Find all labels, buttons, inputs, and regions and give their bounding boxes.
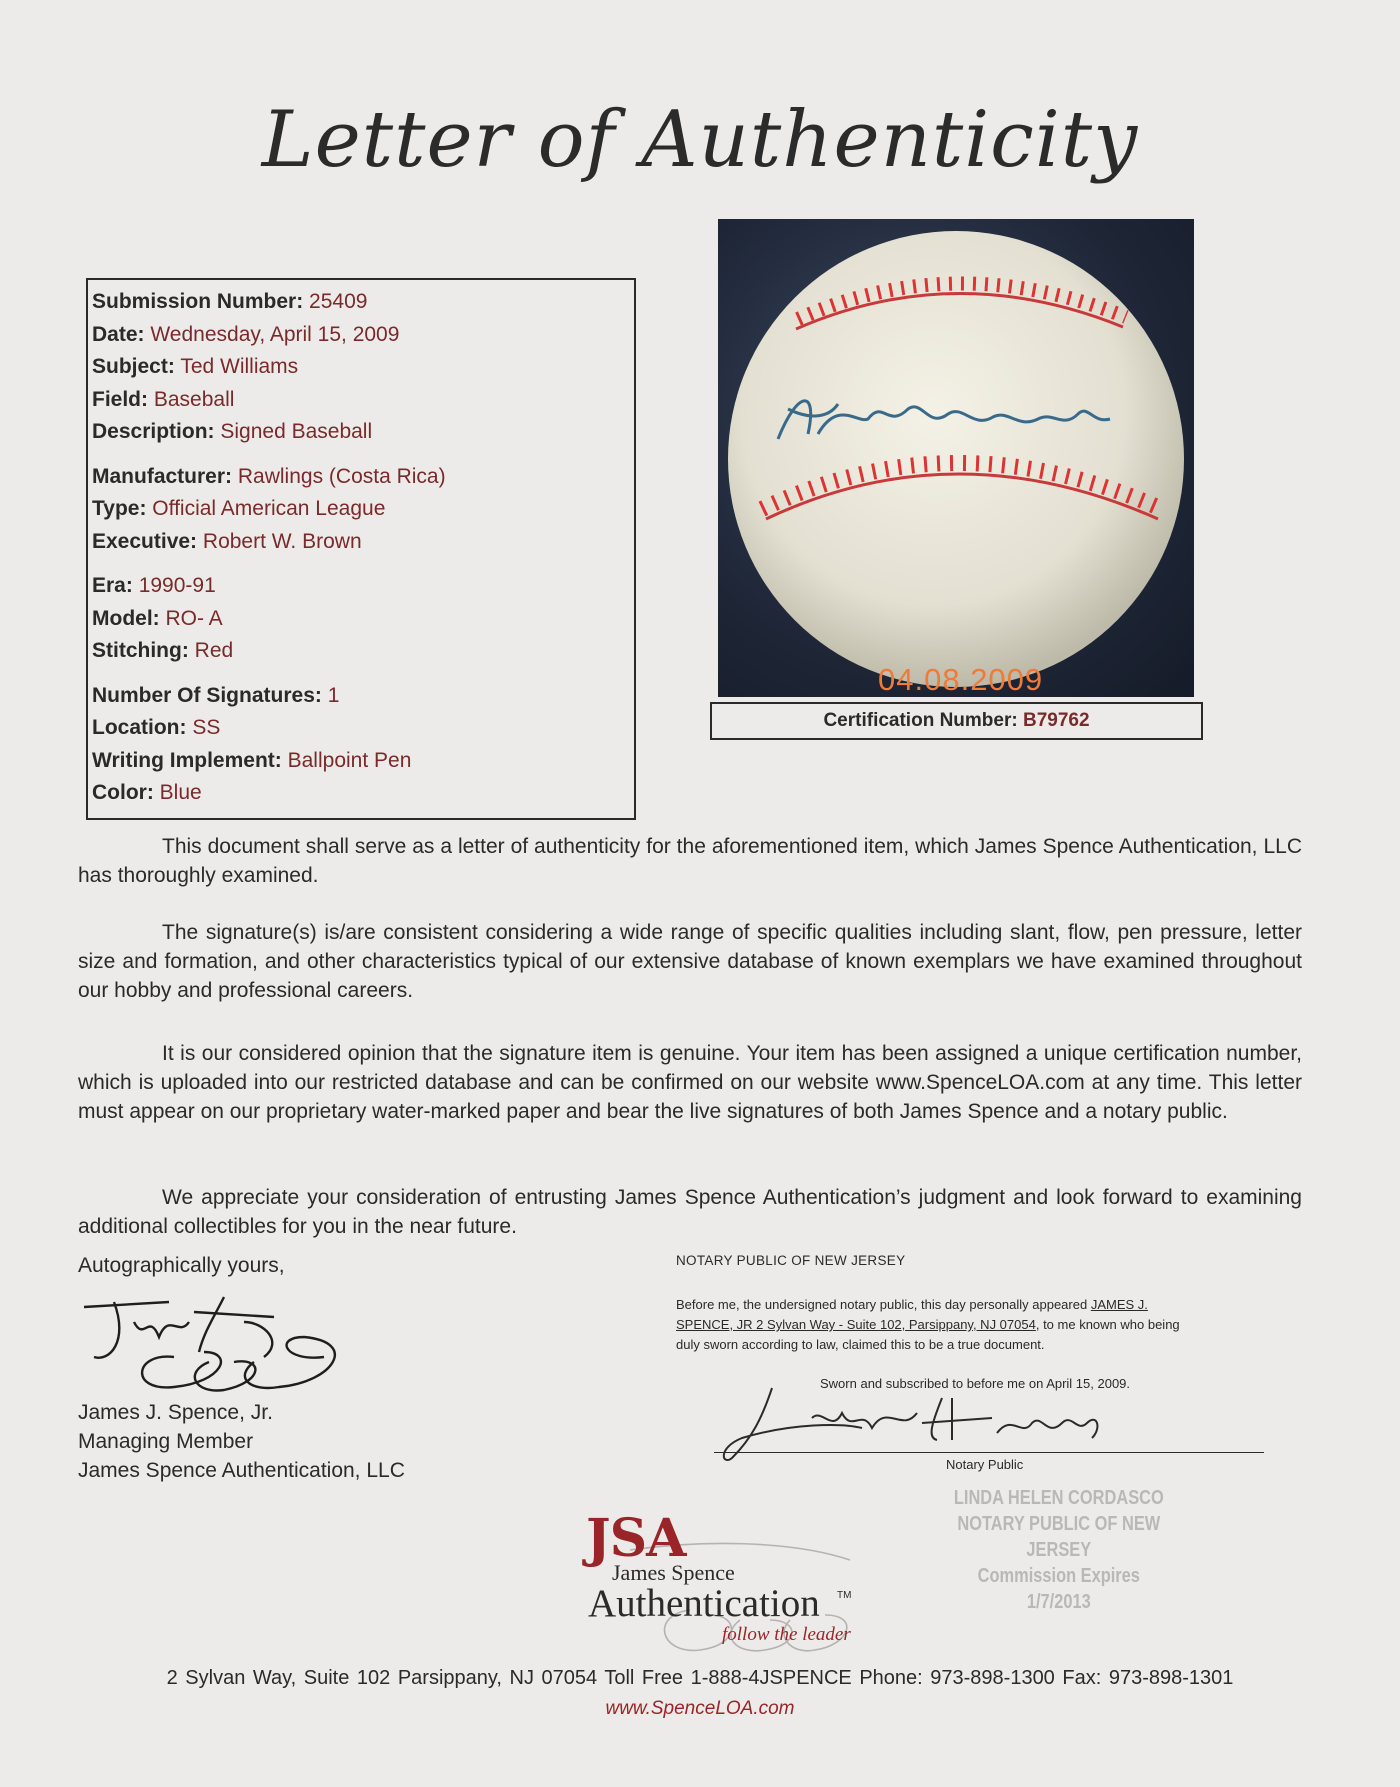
signer-company: James Spence Authentication, LLC <box>78 1459 405 1482</box>
detail-label: Location: <box>92 716 187 739</box>
detail-row <box>92 493 634 526</box>
detail-row <box>92 319 634 352</box>
item-details-box <box>86 278 636 820</box>
detail-row <box>92 461 634 494</box>
signer-name: James J. Spence, Jr. <box>78 1401 273 1424</box>
notary-statement-post: , to me known who being duly sworn according to law, claimed this to be a true document. <box>676 1317 1180 1352</box>
detail-value: Robert W. Brown <box>202 529 362 553</box>
baseball-ball <box>728 231 1184 687</box>
detail-value: Official American League <box>152 497 386 520</box>
notary-appeared-party: JAMES J. SPENCE, JR 2 Sylvan Way - Suite 102, Parsippany, NJ 07054 <box>676 1297 1148 1332</box>
baseball-illustration <box>718 219 1194 697</box>
notary-stamp-name: LINDA HELEN CORDASCO <box>953 1487 1164 1509</box>
jsa-logo-line2: Authentication <box>588 1582 820 1625</box>
notary-statement-pre: Before me, the undersigned notary public, this day personally appeared <box>676 1297 1088 1312</box>
baseball-photo <box>718 219 1194 697</box>
detail-row <box>92 635 634 668</box>
detail-label: Type: <box>92 497 147 520</box>
detail-label: Era: <box>92 574 133 597</box>
signer-title: Managing Member <box>78 1430 254 1453</box>
certification-number-box <box>710 702 1203 740</box>
detail-label: Field: <box>92 387 148 411</box>
detail-label: Number Of Signatures: <box>92 683 322 707</box>
detail-row <box>92 286 634 319</box>
closing-salutation: Autographically yours, <box>78 1254 285 1277</box>
detail-row <box>92 680 634 713</box>
jsa-logo-line1: James Spence <box>612 1560 735 1585</box>
detail-value: Wednesday, April 15, 2009 <box>150 322 400 346</box>
detail-row <box>92 526 634 559</box>
notary-signature <box>712 1378 1112 1470</box>
footer-contact: 2 Sylvan Way, Suite 102 Parsippany, NJ 07054 Toll Free 1-888-4JSPENCE Phone: 973-898-1300 Fax: 973-898-1301 <box>166 1667 1234 1689</box>
notary-public-label: Notary Public <box>946 1457 1024 1472</box>
detail-row <box>92 603 634 636</box>
detail-value: SS <box>192 716 221 739</box>
footer-website: www.SpenceLOA.com <box>605 1698 795 1719</box>
detail-value: 25409 <box>309 290 368 313</box>
detail-value: RO- A <box>165 606 223 630</box>
notary-sworn-date: Sworn and subscribed to before me on April 15, 2009. <box>820 1376 1131 1391</box>
certification-label: Certification Number: <box>823 710 1018 731</box>
detail-row <box>92 416 634 449</box>
detail-label: Description: <box>92 420 215 443</box>
detail-value: 1990-91 <box>138 574 216 597</box>
photo-date-stamp: 04.08.2009 <box>878 662 1044 697</box>
detail-value: Rawlings (Costa Rica) <box>237 464 446 488</box>
detail-value: Signed Baseball <box>220 420 373 443</box>
detail-value: Ballpoint Pen <box>287 748 412 772</box>
certification-number: B79762 <box>1022 710 1090 731</box>
notary-heading: NOTARY PUBLIC OF NEW JERSEY <box>676 1253 906 1268</box>
notary-stamp <box>944 1485 1174 1615</box>
detail-label: Subject: <box>92 355 175 378</box>
detail-row <box>92 777 634 810</box>
detail-label: Model: <box>92 606 160 630</box>
paragraph-1: This document shall serve as a letter of authenticity for the aforementioned item, which James Spence Authentication, LLC has thoroughly examined. <box>78 835 1302 887</box>
detail-label: Stitching: <box>92 639 189 662</box>
paragraph-3: It is our considered opinion that the signature item is genuine. Your item has been assigned a unique certification number, which is uploaded into our restricted database and can be confirmed on our website www.SpenceLOA.com at any time. This letter must appear on our proprietary water-marked paper and bear the live signatures of both James Spence and a notary public. <box>78 1042 1302 1123</box>
detail-row <box>92 570 634 603</box>
paragraph-4: We appreciate your consideration of entrusting James Spence Authentication’s judgment and look forward to examining additional collectibles for you in the near future. <box>78 1186 1302 1238</box>
notary-statement <box>676 1295 1196 1355</box>
detail-value: Baseball <box>153 387 235 411</box>
detail-row <box>92 351 634 384</box>
detail-row <box>92 712 634 745</box>
detail-label: Submission Number: <box>92 290 304 313</box>
detail-value: Ted Williams <box>180 355 299 378</box>
notary-stamp-expiry: Commission Expires 1/7/2013 <box>977 1565 1140 1613</box>
jsa-logo-abbr: JSA <box>586 1508 686 1569</box>
jsa-logo-trademark: TM <box>837 1590 852 1601</box>
detail-label: Writing Implement: <box>92 748 282 772</box>
paragraph-2: The signature(s) is/are consistent considering a wide range of specific qualities including slant, flow, pen pressure, letter size and formation, and other characteristics typical of our extensive database of known exemplars we have examined throughout our hobby and professional careers. <box>78 921 1302 1002</box>
detail-value: 1 <box>327 683 340 707</box>
document-title: Letter of Authenticity <box>261 95 1139 185</box>
detail-row <box>92 745 634 778</box>
detail-value: Blue <box>159 781 202 804</box>
detail-label: Date: <box>92 322 145 346</box>
detail-row <box>92 384 634 417</box>
james-spence-signature <box>74 1282 364 1394</box>
jsa-logo-tagline: follow the leader <box>722 1624 851 1645</box>
signer-block <box>78 1398 405 1485</box>
detail-label: Manufacturer: <box>92 464 233 488</box>
notary-stamp-title: NOTARY PUBLIC OF NEW JERSEY <box>957 1513 1161 1561</box>
detail-value: Red <box>194 639 234 662</box>
notary-signature-line <box>714 1452 1264 1453</box>
detail-label: Executive: <box>92 529 198 553</box>
detail-label: Color: <box>92 781 154 804</box>
